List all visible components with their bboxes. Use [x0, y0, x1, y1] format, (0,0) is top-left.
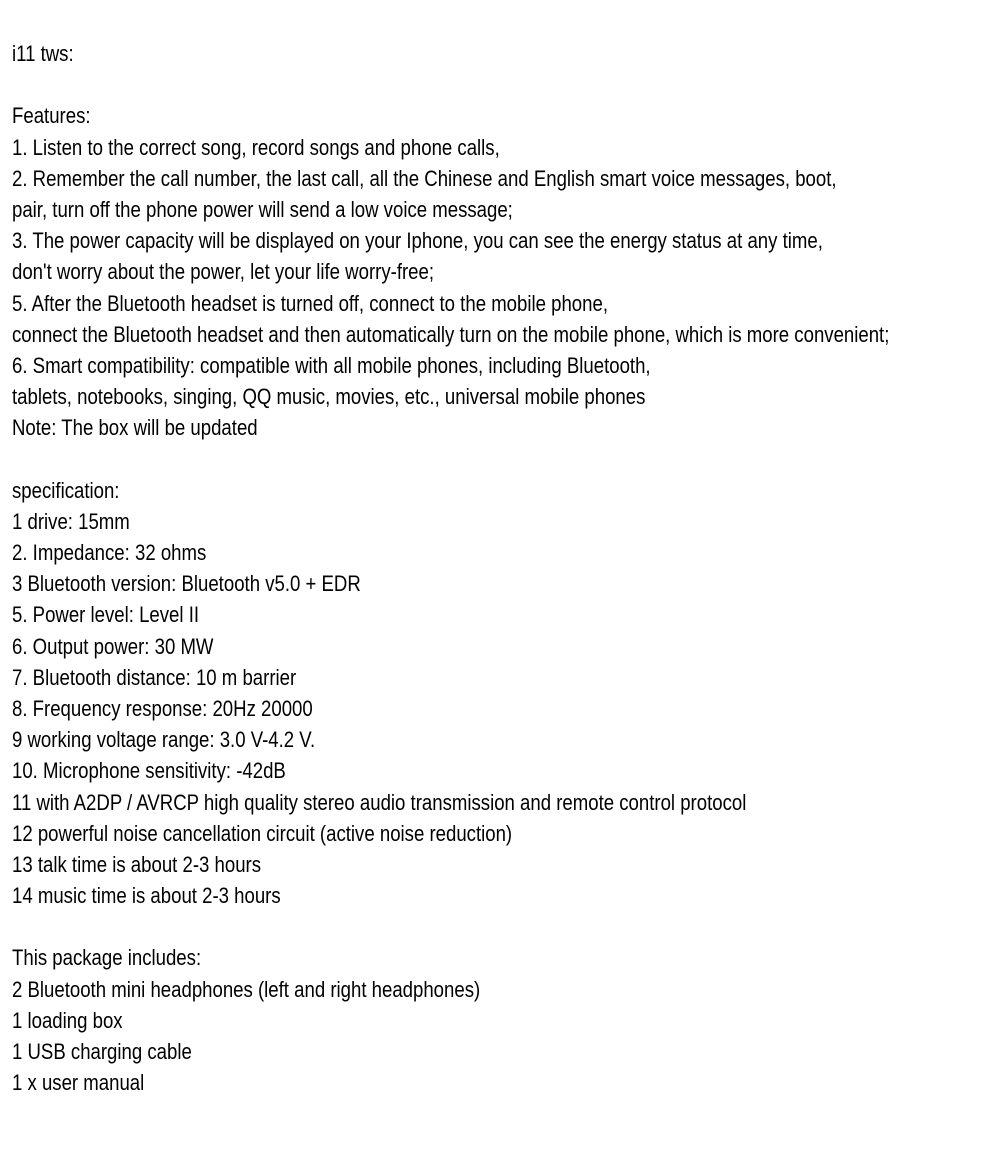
feature-line: connect the Bluetooth headset and then automatically turn on the mobile phone, which is more convenient;	[12, 321, 890, 347]
spec-line: 3 Bluetooth version: Bluetooth v5.0 + EDR	[12, 571, 361, 597]
product-description	[12, 38, 998, 1098]
feature-line: pair, turn off the phone power will send a low voice message;	[12, 196, 513, 222]
spec-line: 7. Bluetooth distance: 10 m barrier	[12, 664, 297, 690]
feature-line: tablets, notebooks, singing, QQ music, movies, etc., universal mobile phones	[12, 384, 646, 410]
specification-heading: specification:	[12, 477, 120, 503]
feature-line: 1. Listen to the correct song, record songs and phone calls,	[12, 134, 500, 160]
feature-line: 2. Remember the call number, the last call, all the Chinese and English smart voice messages, boot,	[12, 165, 837, 191]
feature-line: 3. The power capacity will be displayed on your Iphone, you can see the energy status at any time,	[12, 228, 823, 254]
product-title: i11 tws:	[12, 41, 74, 66]
spec-line: 1 drive: 15mm	[12, 508, 130, 534]
package-item: 2 Bluetooth mini headphones (left and right headphones)	[12, 976, 481, 1002]
features-heading: Features:	[12, 103, 91, 129]
spec-line: 9 working voltage range: 3.0 V-4.2 V.	[12, 727, 316, 753]
feature-line: 5. After the Bluetooth headset is turned off, connect to the mobile phone,	[12, 290, 608, 316]
spec-line: 6. Output power: 30 MW	[12, 633, 214, 659]
spec-line: 2. Impedance: 32 ohms	[12, 540, 207, 565]
package-item: 1 USB charging cable	[12, 1039, 192, 1064]
spacer	[12, 443, 998, 474]
feature-note: Note: The box will be updated	[12, 415, 258, 441]
spacer	[12, 69, 998, 100]
spec-line: 12 powerful noise cancellation circuit (active noise reduction)	[12, 820, 513, 846]
spacer	[12, 911, 998, 942]
spec-line: 14 music time is about 2-3 hours	[12, 883, 281, 909]
package-item: 1 x user manual	[12, 1070, 145, 1096]
spec-line: 10. Microphone sensitivity: -42dB	[12, 758, 286, 784]
spec-line: 8. Frequency response: 20Hz 20000	[12, 695, 313, 721]
package-item: 1 loading box	[12, 1007, 123, 1033]
package-heading: This package includes:	[12, 945, 202, 971]
spec-line: 13 talk time is about 2-3 hours	[12, 851, 262, 877]
spec-line: 11 with A2DP / AVRCP high quality stereo audio transmission and remote control protocol	[12, 789, 747, 815]
feature-line: 6. Smart compatibility: compatible with all mobile phones, including Bluetooth,	[12, 352, 651, 378]
feature-line: don't worry about the power, let your life worry-free;	[12, 259, 435, 285]
spec-line: 5. Power level: Level II	[12, 602, 200, 628]
